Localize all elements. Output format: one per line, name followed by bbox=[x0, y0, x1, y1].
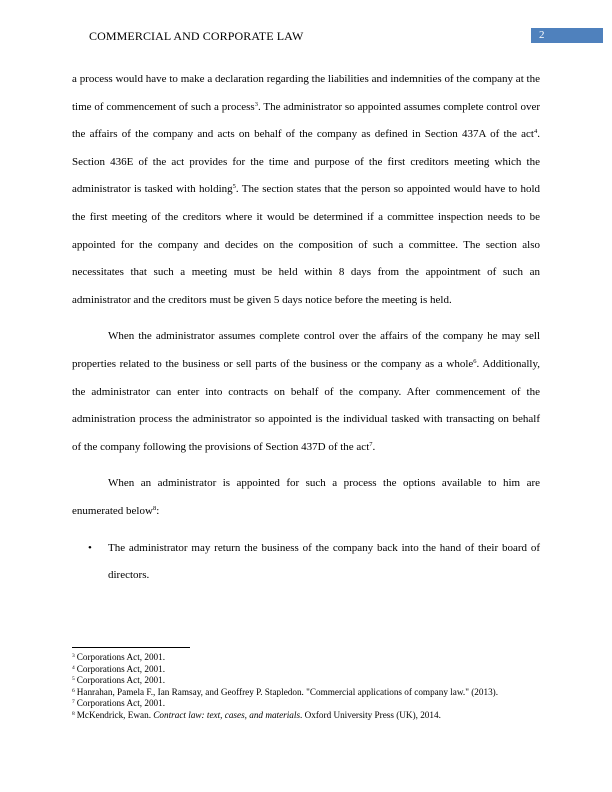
footnote-ref-4[interactable]: 4 bbox=[534, 128, 538, 136]
paragraph-2-text-c: . bbox=[372, 440, 376, 453]
footnote-text: Corporations Act, 2001. bbox=[76, 663, 166, 674]
bullet-dot-icon: • bbox=[88, 541, 92, 554]
paragraph-1-text-c: . Section 436E of the act provides for the time and purpose of the first creditors meeting which the administrator is tasked with holding bbox=[72, 128, 540, 196]
footnote-text: Corporations Act, 2001. bbox=[76, 652, 166, 662]
paragraph-3-text-b: : bbox=[156, 504, 160, 517]
footnote-7 bbox=[72, 698, 552, 710]
paragraph-1-text-d: . The section states that the person so appointed would have to hold the first meeting of the creditors where it would be determined if a committee inspection needs to be appointed for the company and decides on the composition of such a committee. The section also necessitates that such a meeting must be held within 8 days from the appointment of such an administrator and the creditors must be given 5 days notice before the meeting is held. bbox=[72, 183, 540, 306]
footnote-ref-3[interactable]: 3 bbox=[254, 100, 258, 108]
footnote-number: 7 bbox=[72, 699, 75, 705]
footnote-4 bbox=[72, 664, 552, 676]
footnote-5 bbox=[72, 675, 552, 687]
footnote-number: 4 bbox=[72, 664, 75, 671]
footnote-text: Hanrahan, Pamela F., Ian Ramsay, and Geoffrey P. Stapledon. "Commercial applications of company law." (2013). bbox=[76, 686, 499, 697]
footnote-number: 6 bbox=[72, 687, 75, 694]
paragraph-3 bbox=[72, 470, 540, 525]
footnote-number: 5 bbox=[72, 676, 75, 682]
footnote-3 bbox=[72, 652, 552, 664]
footnote-ref-5[interactable]: 5 bbox=[232, 183, 236, 191]
footnote-text-pre: McKendrick, Ewan. bbox=[76, 709, 154, 720]
footnote-book-title: Contract law: text, cases, and materials bbox=[153, 709, 301, 720]
footnote-8 bbox=[72, 710, 552, 722]
page-number-badge: 2 bbox=[531, 28, 603, 43]
footnote-ref-7[interactable]: 7 bbox=[369, 440, 373, 448]
body-text bbox=[72, 66, 540, 590]
footnote-ref-8[interactable]: 8 bbox=[152, 504, 157, 512]
footnote-ref-6[interactable]: 6 bbox=[473, 357, 477, 365]
footnote-separator bbox=[72, 647, 190, 648]
footnote-text-post: . Oxford University Press (UK), 2014. bbox=[300, 709, 441, 720]
paragraph-1-text-b: . The administrator so appointed assumes complete control over the affairs of the company and acts on behalf of the company as defined in Section 437A of the act bbox=[72, 100, 540, 141]
paragraph-1-text-a: a process would have to make a declaration regarding the liabilities and indemnities of the company at the time of commencement of such a process bbox=[72, 73, 540, 113]
footnote-text: Corporations Act, 2001. bbox=[76, 675, 166, 685]
footnote-6 bbox=[72, 687, 552, 699]
footnote-number: 3 bbox=[72, 653, 75, 659]
paragraph-2-text-a: When the administrator assumes complete control over the affairs of the company he may sell properties related to the business or sell parts of the business or the company as a whole bbox=[72, 330, 540, 370]
bullet-item-text: The administrator may return the business of the company back into the hand of their board of directors. bbox=[108, 541, 540, 582]
paragraph-2-text-b: . Additionally, the administrator can enter into contracts on behalf of the company. After commencement of the administration process the administrator so appointed is the individual tasked with transacting on behalf of the company following the provisions of Section 437D of the act bbox=[72, 357, 540, 453]
paragraph-1 bbox=[72, 66, 540, 314]
bullet-list bbox=[72, 535, 540, 590]
footnote-number: 8 bbox=[72, 710, 75, 717]
paragraph-3-text-a: When an administrator is appointed for such a process the options available to him are enumerated below bbox=[72, 477, 540, 517]
footnotes bbox=[72, 652, 552, 721]
paragraph-2 bbox=[72, 323, 540, 461]
bullet-item bbox=[72, 535, 540, 590]
running-header: COMMERCIAL AND CORPORATE LAW bbox=[89, 29, 304, 43]
footnote-text: Corporations Act, 2001. bbox=[76, 698, 166, 708]
